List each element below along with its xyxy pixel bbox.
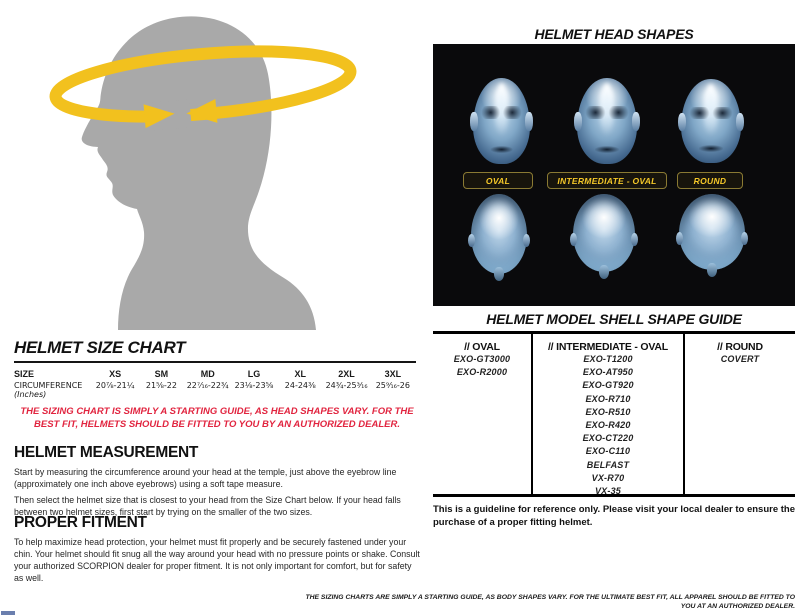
nose-detail <box>494 267 504 281</box>
model-name: VX-R70 <box>591 472 625 483</box>
size-chart-header-row <box>14 369 416 379</box>
oval-shape-label: OVAL <box>463 172 533 189</box>
size-xs: XS <box>109 369 122 379</box>
shell-shape-guide-title: HELMET MODEL SHELL SHAPE GUIDE <box>486 311 742 327</box>
oval-head-top-image <box>471 194 527 274</box>
model-name: EXO-R2000 <box>456 367 508 378</box>
circumference-3xl: 25⁹⁄₁₆-26 <box>375 381 410 390</box>
helmet-measurement-section <box>14 444 420 518</box>
measurement-paragraph-2: Then select the helmet size that is closest to your head from the Size Chart below. If your head falls between two helmet sizes, first start by trying on the smaller of the two sizes. <box>14 495 401 517</box>
size-chart-values-row <box>14 381 416 399</box>
round-column-header: // ROUND <box>717 341 763 353</box>
fitment-paragraph: To help maximize head protection, your helmet must fit properly and be securely fastened under your chin. Your helmet should fit snug all the way around your head with no pressure points or shake. Consult your authorized SCORPION dealer for proper fitment. It is not only important for comfort, but for safety as well. <box>14 537 420 583</box>
model-name: EXO-CT220 <box>582 433 634 444</box>
measurement-paragraph-1: Start by measuring the circumference around your head at the temple, just above the eyebrow line (approximately one inch above eyebrows) using a soft tape measure. <box>14 467 397 489</box>
oval-head-front-image <box>473 78 530 164</box>
model-name: EXO-GT920 <box>582 380 634 391</box>
model-name: VX-35 <box>594 486 621 497</box>
round-models-column <box>685 334 795 494</box>
mouth-detail <box>699 145 723 152</box>
size-xl: XL <box>294 369 307 379</box>
head-shapes-panel <box>433 44 795 306</box>
circumference-lg: 23⅛-23⅝ <box>234 381 274 390</box>
size-lg: LG <box>247 369 261 379</box>
intermediate-oval-head-front-image <box>577 78 637 164</box>
circumference-md: 22⁷⁄₁₆-22¾ <box>186 381 229 390</box>
oval-models-column <box>433 334 531 494</box>
oval-column-header: // OVAL <box>464 341 500 353</box>
model-name: EXO-AT950 <box>582 367 634 378</box>
model-name: EXO-R510 <box>585 406 631 417</box>
circumference-xl: 24-24⅜ <box>284 381 316 390</box>
head-measurement-illustration <box>18 6 413 336</box>
ear-detail <box>736 113 744 131</box>
ear-detail <box>523 234 530 247</box>
measurement-title: HELMET MEASUREMENT <box>14 444 199 461</box>
mouth-detail <box>490 146 513 153</box>
circumference-sm: 21⅝-22 <box>145 381 177 390</box>
size-chart-title: HELMET SIZE CHART <box>14 338 416 363</box>
circumference-2xl: 24¾-25³⁄₁₆ <box>325 381 368 390</box>
ear-detail <box>676 232 683 245</box>
model-name: EXO-C110 <box>585 446 631 457</box>
circumference-label: CIRCUMFERENCE <box>14 381 83 390</box>
size-3xl: 3XL <box>384 369 402 379</box>
size-2xl: 2XL <box>338 369 355 379</box>
shell-guide-note: This is a guideline for reference only. Please visit your local dealer to ensure the purchase of a proper fitting helmet. <box>433 504 796 528</box>
round-head-front-image <box>681 79 741 163</box>
ear-detail <box>470 112 477 131</box>
head-silhouette-image <box>18 6 413 336</box>
ear-detail <box>574 112 582 131</box>
corner-mark <box>1 611 15 615</box>
intermediate-oval-models-column <box>531 334 685 497</box>
proper-fitment-section <box>14 514 420 584</box>
intermediate-oval-column-header: // INTERMEDIATE - OVAL <box>547 341 669 353</box>
ear-detail <box>468 234 475 247</box>
circumference-xs: 20⅞-21¼ <box>95 381 135 390</box>
ear-detail <box>631 233 638 246</box>
model-name: EXO-GT3000 <box>453 354 511 364</box>
footer-disclaimer-text: THE SIZING CHARTS ARE SIMPLY A STARTING GUIDE, AS BODY SHAPES VARY. FOR THE ULTIMATE BEST FIT, ALL APPAREL SHOULD BE FITTED TO YOU AT AN AUTHORIZED DEALER. <box>305 594 795 610</box>
ear-detail <box>570 233 577 246</box>
head-shapes-title: HELMET HEAD SHAPES <box>534 26 694 42</box>
intermediate-oval-shape-label: INTERMEDIATE - OVAL <box>547 172 667 189</box>
ear-detail <box>741 232 748 245</box>
shell-shape-guide-table <box>433 331 795 497</box>
round-shape-label: ROUND <box>677 172 743 189</box>
sizing-warning-text: THE SIZING CHART IS SIMPLY A STARTING GUIDE, AS HEAD SHAPES VARY. FOR THE BEST FIT, HELMETS SHOULD BE FITTED TO YOU BY AN AUTHORIZED DEALER. <box>20 406 414 430</box>
size-sm: SM <box>154 369 169 379</box>
model-name: EXO-R420 <box>585 420 631 431</box>
size-column-header: SIZE <box>14 369 35 379</box>
ear-detail <box>525 112 532 131</box>
ear-detail <box>632 112 640 131</box>
ear-detail <box>678 113 686 131</box>
fitment-title: PROPER FITMENT <box>14 514 147 531</box>
size-md: MD <box>200 369 215 379</box>
circumference-row-header <box>14 381 92 399</box>
model-name: EXO-T1200 <box>583 354 633 364</box>
model-name: COVERT <box>720 354 760 364</box>
model-name: BELFAST <box>586 459 630 470</box>
helmet-size-chart <box>14 338 416 399</box>
circumference-units: (Inches) <box>14 390 47 399</box>
nose-detail <box>707 263 717 277</box>
model-name: EXO-R710 <box>585 393 631 404</box>
round-head-top-image <box>679 194 745 270</box>
intermediate-oval-head-top-image <box>573 194 635 272</box>
mouth-detail <box>595 146 619 153</box>
nose-detail <box>599 265 609 279</box>
